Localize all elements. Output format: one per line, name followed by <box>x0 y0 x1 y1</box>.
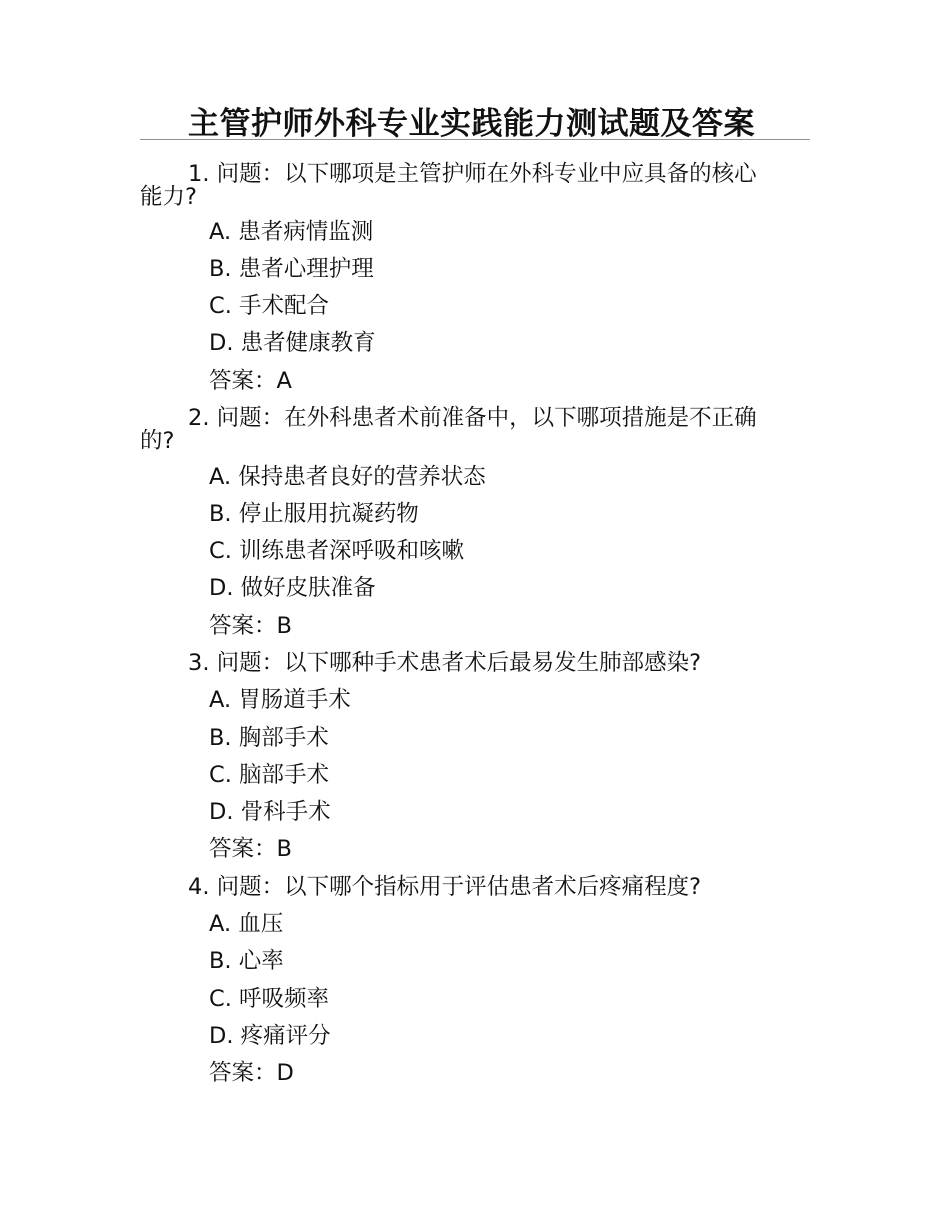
question-1-option-c: C. 手术配合 <box>209 293 330 319</box>
question-1-option-d: D. 患者健康教育 <box>209 330 376 356</box>
question-4-answer: 答案：D <box>209 1060 294 1086</box>
question-1-option-a: A. 患者病情监测 <box>209 219 374 245</box>
question-1-answer: 答案：A <box>209 368 292 394</box>
question-2-option-d: D. 做好皮肤准备 <box>209 575 376 601</box>
question-1-stem-line2: 能力? <box>140 184 197 210</box>
question-3-option-c: C. 脑部手术 <box>209 762 330 788</box>
question-2-option-a: A. 保持患者良好的营养状态 <box>209 464 486 490</box>
question-3-option-a: A. 胃肠道手术 <box>209 687 351 713</box>
question-4-option-b: B. 心率 <box>209 948 284 974</box>
title-underline <box>140 139 810 140</box>
question-1-stem-line1: 1. 问题：以下哪项是主管护师在外科专业中应具备的核心 <box>188 161 757 187</box>
question-2-answer: 答案：B <box>209 613 292 639</box>
question-4-option-c: C. 呼吸频率 <box>209 986 330 1012</box>
question-2-stem-line1: 2. 问题：在外科患者术前准备中，以下哪项措施是不正确 <box>188 405 757 431</box>
question-2-option-c: C. 训练患者深呼吸和咳嗽 <box>209 538 465 564</box>
question-2-stem-line2: 的? <box>140 428 175 454</box>
question-4-option-d: D. 疼痛评分 <box>209 1023 331 1049</box>
question-4-option-a: A. 血压 <box>209 911 284 937</box>
question-3-stem-line1: 3. 问题：以下哪种手术患者术后最易发生肺部感染? <box>188 650 702 676</box>
document-title: 主管护师外科专业实践能力测试题及答案 <box>188 106 755 142</box>
question-3-answer: 答案：B <box>209 836 292 862</box>
question-4-stem-line1: 4. 问题：以下哪个指标用于评估患者术后疼痛程度? <box>188 874 702 900</box>
question-1-option-b: B. 患者心理护理 <box>209 256 374 282</box>
question-2-option-b: B. 停止服用抗凝药物 <box>209 501 419 527</box>
question-3-option-b: B. 胸部手术 <box>209 725 329 751</box>
question-3-option-d: D. 骨科手术 <box>209 799 331 825</box>
